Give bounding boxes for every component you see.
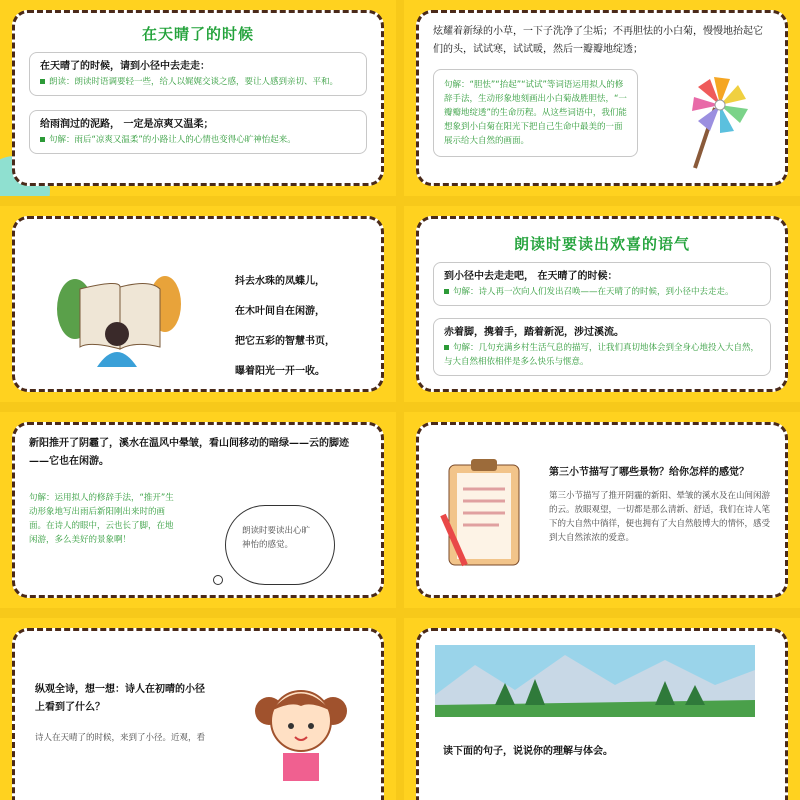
slide-1[interactable] (0, 0, 396, 196)
bullet-icon (444, 345, 449, 350)
poem-text: 新阳推开了阴霾了，溪水在温风中晕皱，看山间移动的暗绿——云的脚迹——它也在闲游。 (29, 438, 349, 467)
note-text: 句解：雨后“凉爽又温柔”的小路让人的心情也变得心旷神怡起来。 (40, 133, 356, 147)
prompt-text: 读下面的句子，说说你的理解与体会。 (443, 746, 613, 757)
slide-4-card (416, 216, 788, 392)
slide-1-card (12, 10, 384, 186)
pinwheel-icon (675, 63, 765, 173)
clipboard-icon (439, 455, 529, 575)
slide-8[interactable] (404, 618, 800, 800)
poem-line: 把它五彩的智慧书页， (235, 336, 335, 347)
poem-line: 抖去水珠的凤蝶儿， (235, 276, 325, 287)
note-box (433, 318, 771, 376)
slide-8-card (416, 628, 788, 800)
poem-line: 给雨润过的泥路， 一定是凉爽又温柔； (40, 119, 214, 130)
slide-2-card (416, 10, 788, 186)
slide-2[interactable] (404, 0, 800, 196)
note-text: 句解：几句充满乡村生活气息的描写，让我们真切地体会到全身心地投入大自然，与大自然相依相伴是多么快乐与惬意。 (444, 343, 760, 367)
bullet-icon (40, 137, 45, 142)
thought-cloud (225, 505, 335, 585)
cloud-bubble (213, 575, 223, 585)
note-box (433, 69, 638, 157)
poem-line: 在天晴了的时候，请到小径中去走走： (40, 61, 210, 72)
slide-7-card (12, 628, 384, 800)
slide-title: 在天晴了的时候 (141, 25, 254, 43)
girl-icon (251, 671, 351, 781)
slide-7[interactable] (0, 618, 396, 800)
bullet-icon (444, 289, 449, 294)
qa-block (549, 465, 775, 545)
note-box (29, 110, 367, 154)
note-text: 句解：诗人再一次向人们发出召唤——在天晴了的时候，到小径中去走走。 (444, 285, 760, 299)
slide-3-card (12, 216, 384, 392)
poem-lines (235, 267, 335, 387)
slide-5-card (12, 422, 384, 598)
question-text: 纵观全诗，想一想：诗人在初晴的小径上看到了什么？ (35, 684, 205, 713)
note-box (29, 52, 367, 96)
slide-6[interactable] (404, 412, 800, 608)
poem-line: 在木叶间自在闲游， (235, 306, 325, 317)
bullet-icon (40, 79, 45, 84)
poem-line: 赤着脚，携着手，踏着新泥，涉过溪流。 (444, 327, 624, 338)
reading-child-icon (55, 259, 185, 369)
question-text: 第三小节描写了哪些景物？给你怎样的感觉？ (549, 467, 749, 478)
poem-text: 炫耀着新绿的小草，一下子洗净了尘垢；不再胆怯的小白菊，慢慢地抬起它们的头，试试寒，试试暖，然后一瓣瓣地绽透； (433, 26, 763, 55)
note-text: 句解：运用拟人的修辞手法，“推开”生动形象地写出雨后新阳刚出来时的画面。在诗人的眼中，云也长了脚，在地闲游，多么美好的景象啊！ (29, 493, 174, 545)
slide-6-card (416, 422, 788, 598)
note-box (433, 262, 771, 306)
slide-4[interactable] (404, 206, 800, 402)
note-text: 句解：“胆怯”“抬起”“试试”等词语运用拟人的修辞手法，生动形象地刻画出小白菊战胜胆怯，“一瓣瓣地绽透”的生命历程。从这些词语中，我们能想象到小白菊在阳光下把自己生命中最美的一面展示给大自然的画面。 (444, 80, 627, 146)
poem-line: 到小径中去走走吧， 在天晴了的时候： (444, 271, 618, 282)
slide-3[interactable] (0, 206, 396, 402)
note-text: 朗读：朗读时语调要轻一些，给人以娓娓交谈之感，要让人感到亲切、平和。 (40, 75, 356, 89)
answer-text: 第三小节描写了推开阴霾的新阳、晕皱的溪水及在山间闲游的云。放眼观望，一切都是那么清新、舒适，我们在诗人笔下的大自然中徜徉，便也拥有了大自然般博大的情怀，感受到大自然浓浓的爱意。 (549, 491, 771, 543)
landscape-icon (435, 645, 755, 717)
qa-block (35, 681, 205, 745)
slide-5[interactable] (0, 412, 396, 608)
cloud-text: 朗读时要读出心旷神怡的感觉。 (242, 526, 311, 550)
slide-title: 朗读时要读出欢喜的语气 (513, 235, 690, 253)
answer-text: 诗人在天晴了的时候，来到了小径。近观，看 (35, 733, 206, 743)
poem-line: 曝着阳光一开一收。 (235, 366, 325, 377)
